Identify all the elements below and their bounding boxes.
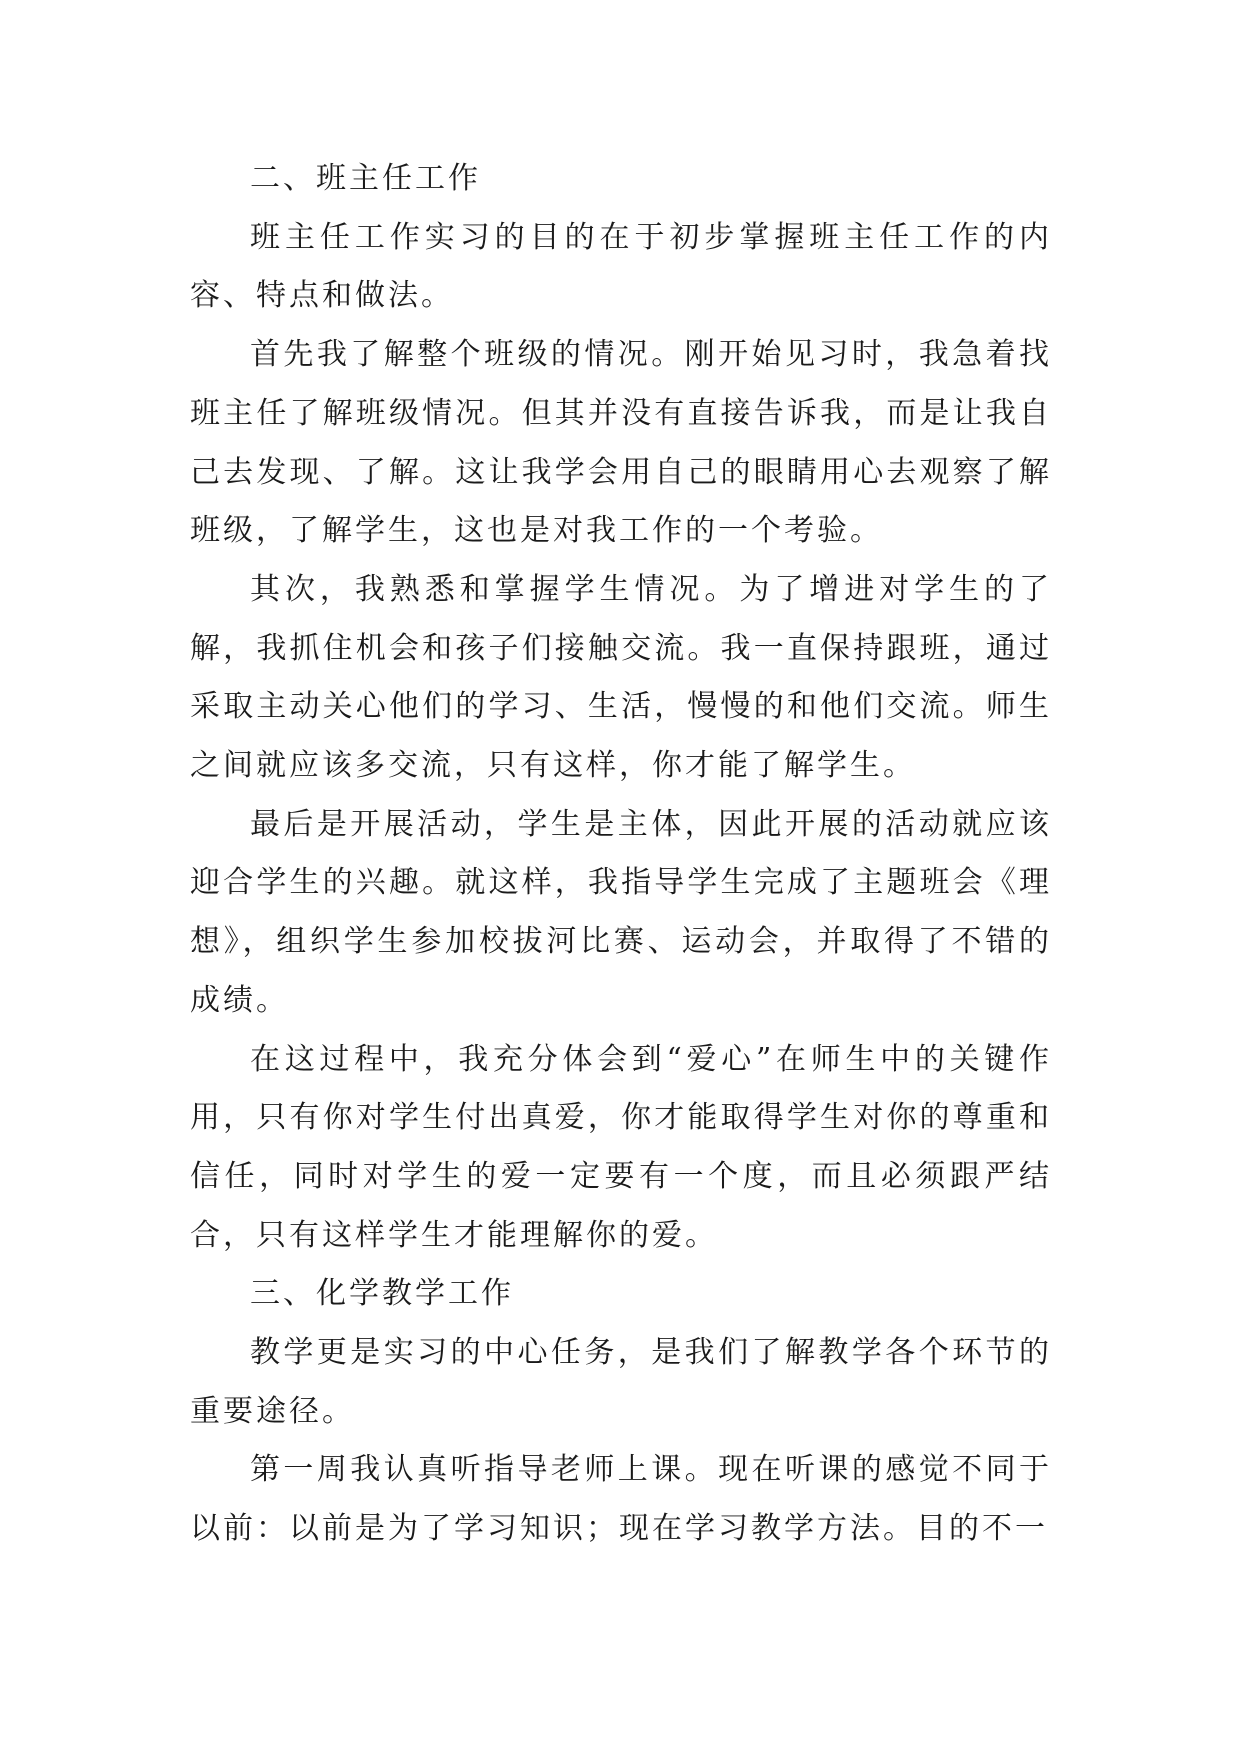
- section-heading-head-teacher-work: 二、班主任工作: [250, 161, 481, 196]
- section-heading-chemistry-teaching: 三、化学教学工作: [250, 1276, 514, 1312]
- document-body: [190, 150, 1052, 1559]
- paragraph: 在这过程中，我充分体会到“爱心”在师生中的关键作用，只有你对学生付出真爱，你才能取得学生对你的尊重和信任，同时对学生的爱一定要有一个度，而且必须跟严结合，只有这样学生才能理解你的爱。: [190, 1041, 1052, 1253]
- paragraph: 首先我了解整个班级的情况。刚开始见习时，我急着找班主任了解班级情况。但其并没有直接告诉我，而是让我自己去发现、了解。这让我学会用自己的眼睛用心去观察了解班级，了解学生，这也是对我工作的一个考验。: [190, 337, 1052, 549]
- paragraph: 其次，我熟悉和掌握学生情况。为了增进对学生的了解，我抓住机会和孩子们接触交流。我一直保持跟班，通过采取主动关心他们的学习、生活，慢慢的和他们交流。师生之间就应该多交流，只有这样，你才能了解学生。: [190, 571, 1052, 784]
- paragraph: 教学更是实习的中心任务，是我们了解教学各个环节的重要途径。: [190, 1335, 1052, 1429]
- paragraph: 最后是开展活动，学生是主体，因此开展的活动就应该迎合学生的兴趣。就这样，我指导学生完成了主题班会《理想》，组织学生参加校拔河比赛、运动会，并取得了不错的成绩。: [190, 806, 1052, 1018]
- paragraph: 第一周我认真听指导老师上课。现在听课的感觉不同于以前：以前是为了学习知识；现在学习教学方法。目的不一: [190, 1452, 1052, 1547]
- paragraph: 班主任工作实习的目的在于初步掌握班主任工作的内容、特点和做法。: [190, 219, 1052, 314]
